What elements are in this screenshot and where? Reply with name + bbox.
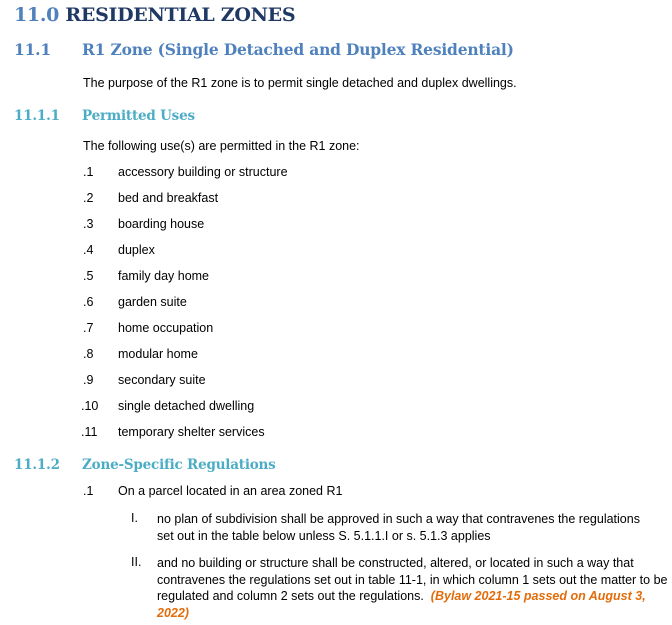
clause-number: .1	[83, 484, 94, 498]
list-item-number: .6	[83, 295, 94, 309]
section-purpose: The purpose of the R1 zone is to permit single detached and duplex dwellings.	[83, 76, 517, 90]
subclause-number: I.	[131, 511, 138, 525]
section-number: 11.1	[14, 40, 51, 59]
regulations-number: 11.1.2	[14, 457, 60, 473]
list-item-number: .5	[83, 269, 94, 283]
section-title: R1 Zone (Single Detached and Duplex Residential)	[82, 40, 514, 59]
list-item: accessory building or structure	[118, 165, 288, 179]
list-item: family day home	[118, 269, 210, 283]
list-item-number: .7	[83, 321, 94, 335]
list-item: secondary suite	[118, 373, 206, 387]
subclause-text	[157, 555, 669, 621]
subclause-text: no plan of subdivision shall be approved in such a way that contravenes the regulations set out in the table below unless S. 5.1.1.I or s. 5.1.3 applies	[157, 512, 640, 543]
list-item: boarding house	[118, 217, 205, 231]
page-title	[14, 4, 295, 26]
list-item-number: .11	[81, 425, 98, 439]
list-item: garden suite	[118, 295, 187, 309]
title-number: 11.0	[14, 4, 60, 26]
list-item: temporary shelter services	[118, 425, 265, 439]
title-text: RESIDENTIAL ZONES	[65, 4, 296, 26]
list-item: single detached dwelling	[118, 399, 255, 413]
list-item: duplex	[118, 243, 155, 257]
list-item-number: .10	[81, 399, 99, 413]
list-item-number: .1	[83, 165, 94, 179]
subclause-body: and no building or structure shall be constructed, altered, or located in such a way that contravenes the regulations set out in table 11-1, in which column 1 sets out the matter to be regulated and column 2 sets out the regulations.	[157, 556, 668, 603]
permitted-uses-intro: The following use(s) are permitted in the R1 zone:	[83, 139, 360, 153]
list-item-number: .8	[83, 347, 94, 361]
regulations-title: Zone-Specific Regulations	[82, 457, 276, 473]
subclause-number: II.	[131, 555, 142, 569]
list-item: modular home	[118, 347, 198, 361]
permitted-uses-number: 11.1.1	[14, 108, 60, 124]
list-item-number: .3	[83, 217, 94, 231]
list-item-number: .2	[83, 191, 94, 205]
list-item-number: .4	[83, 243, 94, 257]
list-item-number: .9	[83, 373, 94, 387]
list-item: bed and breakfast	[118, 191, 219, 205]
list-item: home occupation	[118, 321, 214, 335]
amendment-note: (Bylaw 2021-15 passed on August 3, 2022)	[157, 589, 646, 620]
clause-text: On a parcel located in an area zoned R1	[118, 484, 343, 498]
permitted-uses-title: Permitted Uses	[82, 108, 195, 124]
